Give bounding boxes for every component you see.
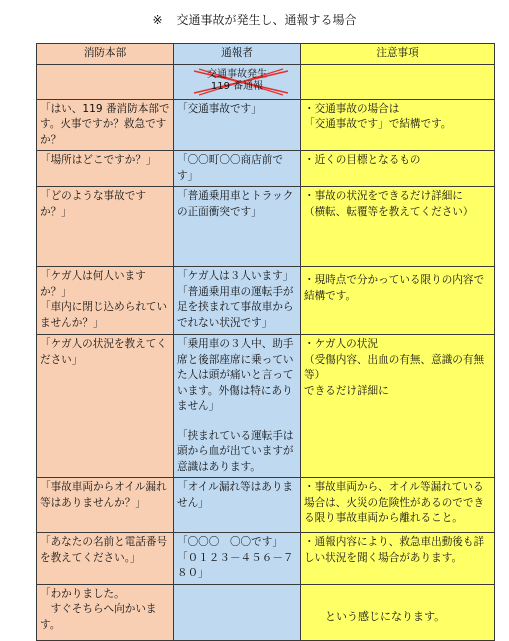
table-row — [37, 267, 495, 335]
header-caller: 通報者 — [174, 44, 301, 65]
department-line: 「ケガ人の状況を教えてください」 — [40, 338, 167, 366]
table-row — [37, 478, 495, 533]
caller-line: 「ケガ人は３人います」 「普通乗用車の運転手が足を挟まれて事故車からでれない状況です」 — [177, 270, 294, 329]
table-row-stamp — [37, 64, 495, 99]
caller-line: 「オイル漏れ等はありません」 — [177, 481, 294, 509]
table-row — [37, 187, 495, 267]
note-line: ・事故の状況をできるだけ詳細に （横転、転覆等を教えてください） — [304, 190, 474, 218]
header-notes: 注意事項 — [301, 44, 495, 65]
reference-mark: ※ — [152, 13, 163, 27]
title-text: 交通事故が発生し、通報する場合 — [176, 13, 357, 27]
caller-line: 「乗用車の３人中、助手席と後部座席に乗っていた人は頭が痛いと言っています。外傷は特にありません」 — [177, 338, 294, 412]
department-line: 「場所はどこですか？」 — [40, 154, 157, 166]
caller-line: 「〇〇〇 〇〇です」 「０１２３－４５６－７８０」 — [177, 536, 294, 579]
department-line: 「事故車両からオイル漏れ等はありませんか？」 — [40, 481, 167, 509]
department-line: 「どのような事故ですか？」 — [40, 190, 146, 218]
stamp-line-2: 119 番通報 — [210, 80, 264, 92]
caller-line: 「挟まれている運転手は頭から血が出ていますが意識はあります。 — [177, 429, 294, 473]
department-line: 「はい、119 番消防本部です。火事ですか？救急ですか？ — [40, 102, 170, 146]
note-line: ・現時点で分かっている限りの内容で結構です。 — [304, 274, 485, 302]
department-line: 「わかりました。 すぐそちらへ向かいます。 — [40, 587, 157, 631]
note-line: ・事故車両から、オイル等漏れている場合は、火災の危険性があるのでできる限り事故車両から離れること。 — [304, 481, 485, 524]
cell-empty — [301, 64, 495, 99]
note-line: ・ケガ人の状況 （受傷内容、出血の有無、意識の有無等） できるだけ詳細に — [304, 338, 485, 397]
table-row — [37, 335, 495, 478]
incident-stamp — [177, 67, 297, 97]
page-title — [0, 11, 509, 28]
table-row — [37, 533, 495, 585]
header-fire-department: 消防本部 — [37, 44, 174, 65]
table-row — [37, 151, 495, 187]
table-row — [37, 99, 495, 151]
caller-line: 「〇〇町〇〇商店前です」 — [177, 154, 283, 182]
caller-line: 「交通事故です」 — [177, 102, 262, 115]
closing-remark: という感じになります。 — [325, 610, 446, 623]
department-line: 「あなたの名前と電話番号を教えてください。」 — [40, 536, 168, 564]
note-line: ・近くの目標となるもの — [304, 154, 421, 166]
table-header-row — [37, 44, 495, 65]
cell-empty — [37, 64, 174, 99]
call-procedure-table — [36, 43, 495, 641]
note-line: ・交通事故の場合は 「交通事故です」で結構です。 — [304, 102, 452, 130]
stamp-line-1: 交通事故発生 — [207, 68, 267, 80]
department-line: 「ケガ人は何人いますか？」 「車内に閉じ込められていませんか？」 — [40, 270, 168, 329]
caller-line: 「普通乗用車とトラックの正面衝突です」 — [177, 190, 294, 218]
stamp-cell — [174, 64, 301, 99]
note-line: ・通報内容により、救急車出動後も詳しい状況を聞く場合があります。 — [304, 536, 485, 564]
